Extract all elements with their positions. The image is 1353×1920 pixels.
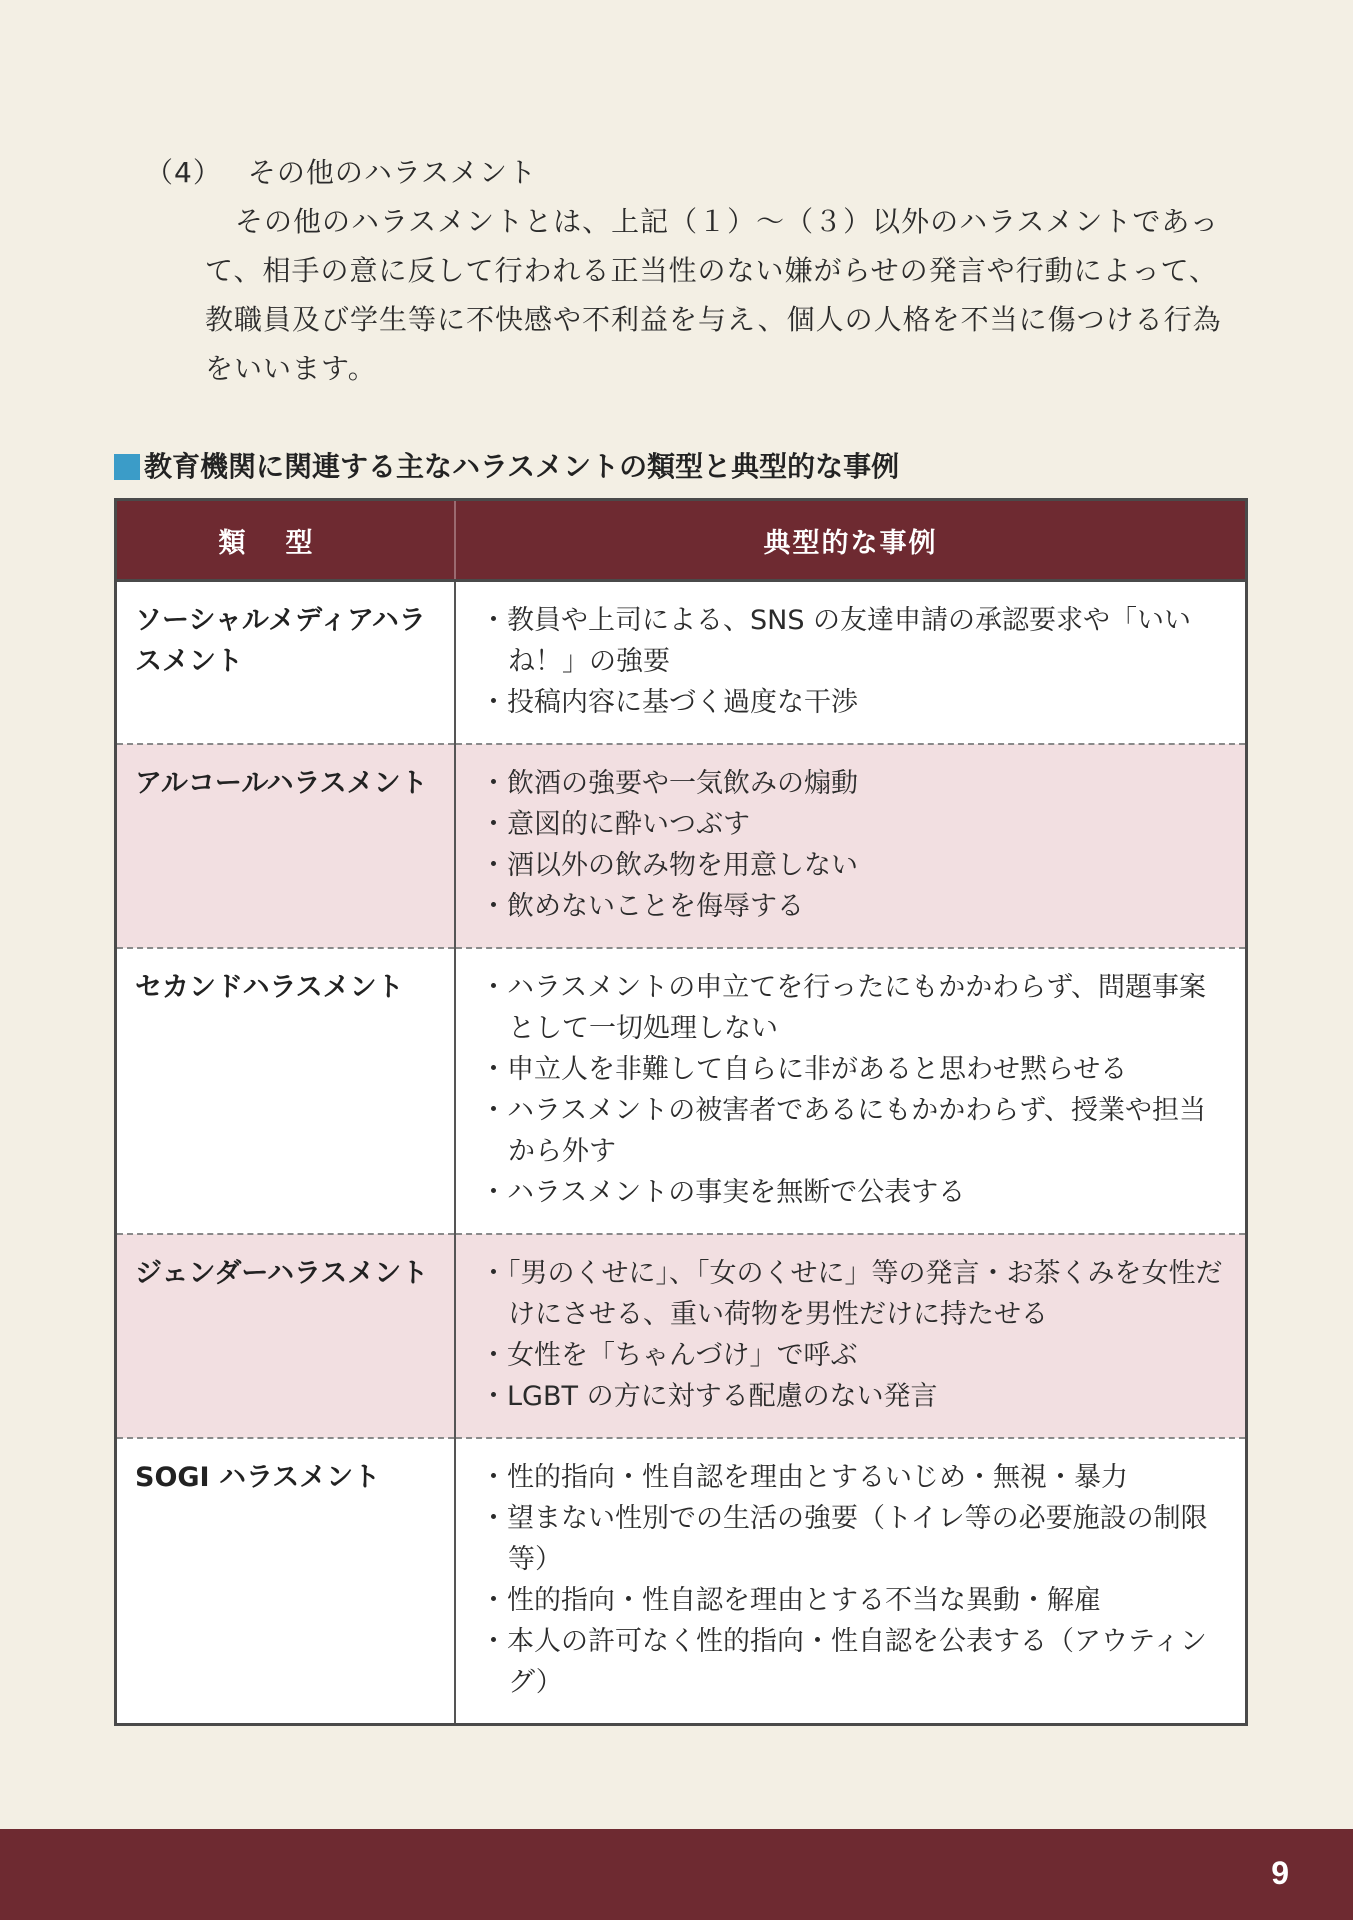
example-item: ・ハラスメントの申立てを行ったにもかかわらず、問題事案として一切処理しない (480, 972, 1207, 1044)
examples-cell (455, 948, 1245, 1234)
example-item: ・性的指向・性自認を理由とするいじめ・無視・暴力 (480, 1462, 1128, 1493)
harassment-type: セカンドハラスメント (117, 948, 455, 1234)
table-caption (114, 447, 899, 487)
examples-list (480, 967, 1231, 1213)
column-header-type: 類型 (117, 501, 455, 581)
example-item: ・「男のくせに」、「女のくせに」等の発言・お茶くみを女性だけにさせる、重い荷物を男性だけに持たせる (480, 1258, 1223, 1330)
table-header-row (117, 501, 1245, 581)
table-row (117, 948, 1245, 1234)
examples-cell (455, 1234, 1245, 1438)
examples-list (480, 1457, 1231, 1703)
harassment-type: ジェンダーハラスメント (117, 1234, 455, 1438)
table-caption-text: 教育機関に関連する主なハラスメントの類型と典型的な事例 (144, 450, 900, 483)
column-header-examples: 典型的な事例 (455, 501, 1245, 581)
example-item: ・望まない性別での生活の強要（トイレ等の必要施設の制限等） (480, 1503, 1208, 1575)
harassment-type: SOGI ハラスメント (117, 1438, 455, 1723)
harassment-type: ソーシャルメディアハラスメント (117, 581, 455, 745)
examples-list (480, 1253, 1231, 1417)
example-item: ・LGBT の方に対する配慮のない発言 (480, 1381, 938, 1412)
example-item: ・投稿内容に基づく過度な干渉 (480, 687, 858, 718)
example-item: ・飲酒の強要や一気飲みの煽動 (480, 768, 858, 799)
table-row (117, 581, 1245, 745)
harassment-type: アルコールハラスメント (117, 744, 455, 948)
example-item: ・酒以外の飲み物を用意しない (480, 850, 858, 881)
section-body: その他のハラスメントとは、上記（１）〜（３）以外のハラスメントであって、相手の意に反して行われる正当性のない嫌がらせの発言や行動によって、教職員及び学生等に不快感や不利益を与え、個人の人格を不当に傷つける行為をいいます。 (205, 205, 1222, 385)
harassment-table (114, 498, 1248, 1726)
section-number: （4） (145, 156, 222, 189)
example-item: ・教員や上司による、SNS の友達申請の承認要求や「いいね！」の強要 (480, 605, 1192, 677)
example-item: ・ハラスメントの被害者であるにもかかわらず、授業や担当から外す (480, 1095, 1207, 1167)
page-number: 9 (1271, 1855, 1289, 1891)
examples-cell (455, 1438, 1245, 1723)
square-bullet-icon (114, 454, 140, 480)
example-item: ・本人の許可なく性的指向・性自認を公表する（アウティング） (480, 1626, 1207, 1698)
table-row (117, 1234, 1245, 1438)
footer-bar (0, 1829, 1353, 1920)
example-item: ・女性を「ちゃんづけ」で呼ぶ (480, 1340, 858, 1371)
other-harassment-section (145, 148, 1245, 393)
table-row (117, 744, 1245, 948)
examples-list (480, 763, 1231, 927)
example-item: ・意図的に酔いつぶす (480, 809, 750, 840)
table-row (117, 1438, 1245, 1723)
example-item: ・飲めないことを侮辱する (480, 891, 804, 922)
examples-list (480, 600, 1231, 723)
examples-cell (455, 744, 1245, 948)
example-item: ・性的指向・性自認を理由とする不当な異動・解雇 (480, 1585, 1101, 1616)
example-item: ・ハラスメントの事実を無断で公表する (480, 1177, 966, 1208)
section-title: その他のハラスメント (247, 156, 537, 189)
section-heading (145, 148, 1245, 197)
examples-cell (455, 581, 1245, 745)
example-item: ・申立人を非難して自らに非があると思わせ黙らせる (480, 1054, 1128, 1085)
